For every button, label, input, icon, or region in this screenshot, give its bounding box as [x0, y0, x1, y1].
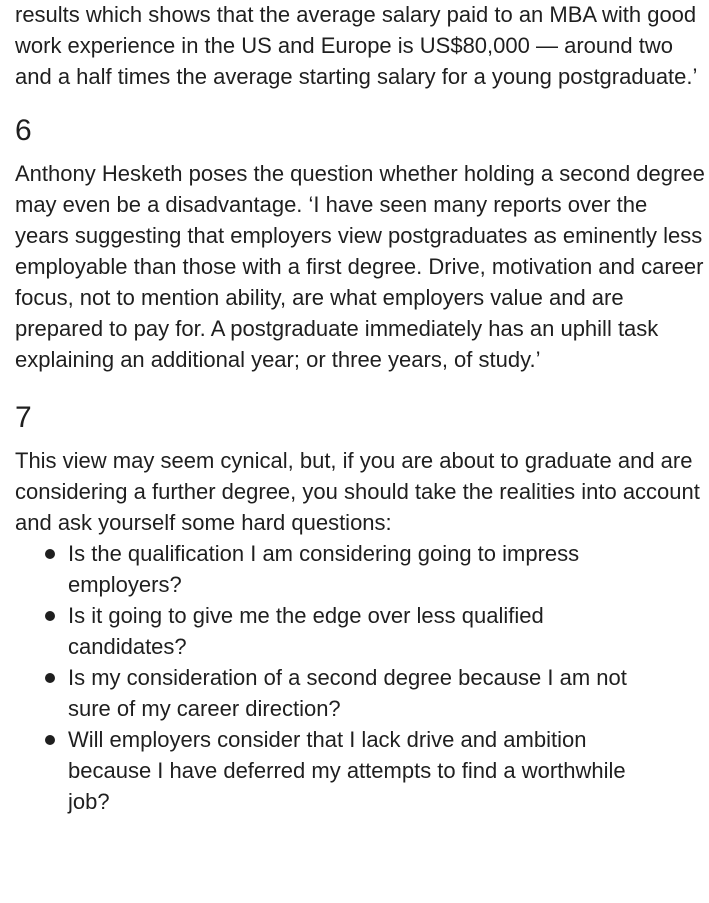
intro-paragraph: results which shows that the average salary paid to an MBA with good work experience in the US and Europe is US$80,000 — around two and a half times the average starting salary for a young postgraduate.’ [15, 2, 698, 89]
section-6-paragraph: Anthony Hesketh poses the question whether holding a second degree may even be a disadvantage. ‘I have seen many reports over the years suggesting that employers view postgraduates as eminently less employable than those with a first degree. Drive, motivation and career focus, not to mention ability, are what employers value and are prepared to pay for. A postgraduate immediately has an uphill task explaining an additional year; or three years, of study.’ [15, 161, 705, 372]
list-item-text: Is it going to give me the edge over less qualified candidates? [68, 603, 544, 659]
section-number-6: 6 [15, 114, 32, 147]
bullet-dot-icon [45, 673, 55, 683]
section-7-paragraph: This view may seem cynical, but, if you are about to graduate and are considering a further degree, you should take the realities into account and ask yourself some hard questions: [15, 448, 700, 535]
list-item [15, 724, 668, 817]
bullet-dot-icon [45, 735, 55, 745]
list-item-text: Is the qualification I am considering going to impress employers? [68, 541, 580, 597]
list-item [15, 538, 668, 600]
list-item-text: Will employers consider that I lack drive and ambition because I have deferred my attempts to find a worthwhile job? [68, 727, 626, 814]
list-item [15, 662, 668, 724]
hard-questions-list [15, 538, 709, 817]
bullet-dot-icon [45, 549, 55, 559]
list-item-text: Is my consideration of a second degree because I am not sure of my career direction? [68, 665, 627, 721]
section-number-7: 7 [15, 401, 32, 434]
bullet-dot-icon [45, 611, 55, 621]
list-item [15, 600, 668, 662]
